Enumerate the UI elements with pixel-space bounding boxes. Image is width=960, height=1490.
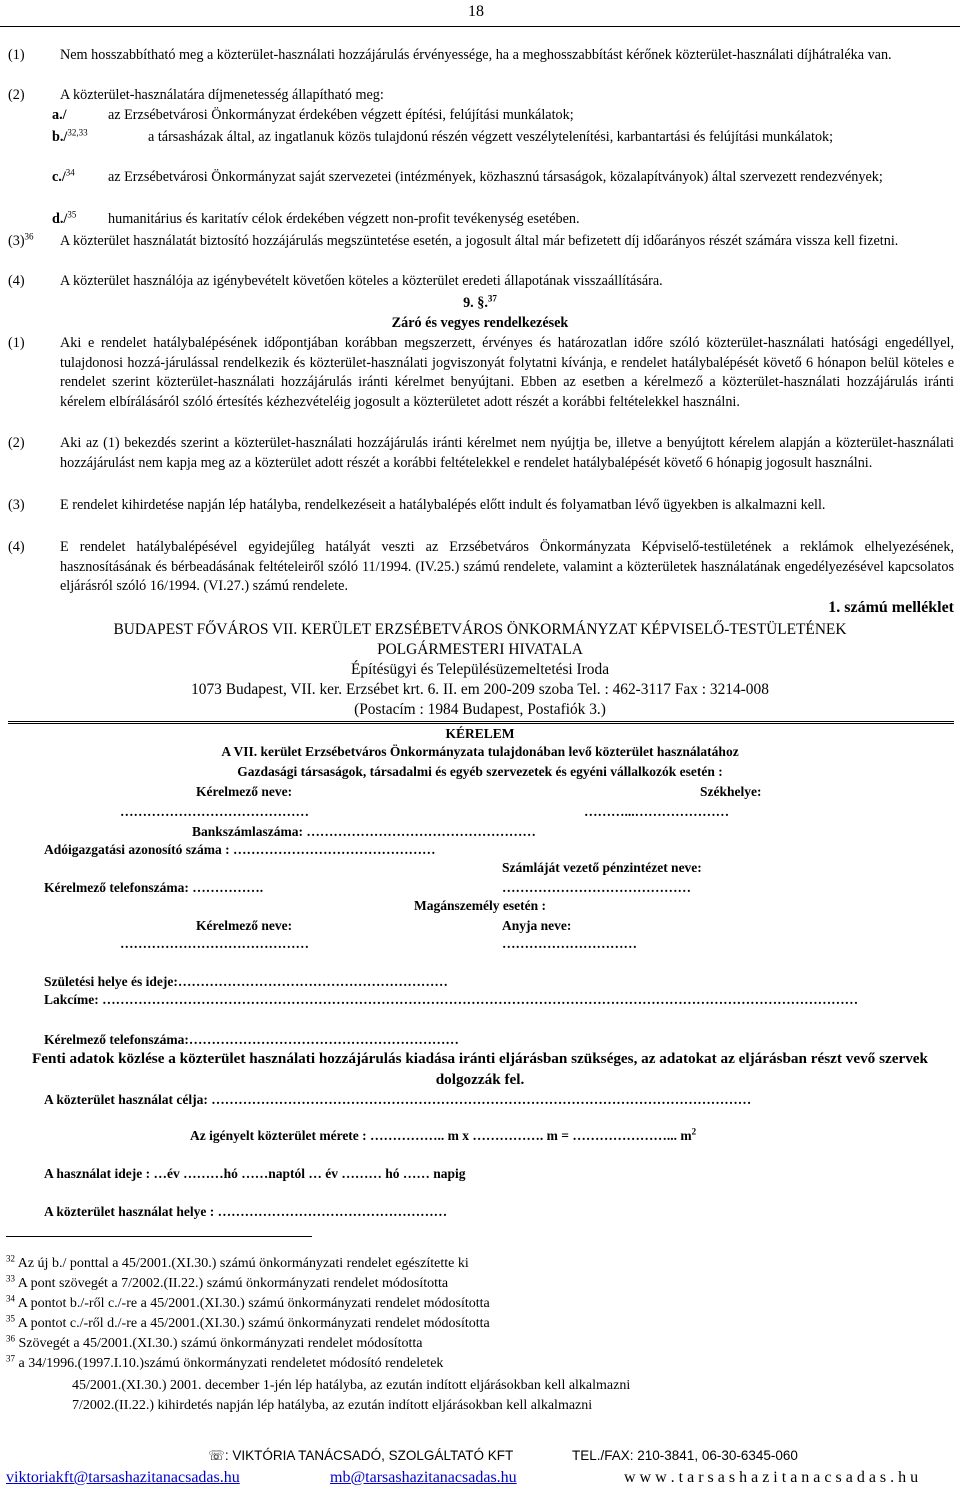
place-row	[44, 1202, 447, 1222]
footnote-ref: 35	[67, 209, 77, 220]
footnote-number: 36	[6, 1333, 15, 1344]
annex-label: 1. számú melléklet	[828, 599, 954, 616]
para-1	[8, 46, 954, 86]
section-title: Záró és vegyes rendelkezések	[391, 315, 569, 331]
footnote-text: Az új b./ ponttal a 45/2001.(XI.30.) számú önkormányzati rendelet egészítette ki	[17, 1256, 469, 1271]
para-number: (1)	[8, 47, 25, 63]
footnote-rule	[6, 1236, 312, 1237]
para-number: (2)	[8, 435, 25, 451]
footer-email-1[interactable]: viktoriakft@tarsashazitanacsadas.hu	[6, 1469, 240, 1486]
purpose-field[interactable]: …………………………………………………………………………………………………………	[211, 1092, 752, 1107]
footnote-37-line-2: 45/2001.(XI.30.) 2001. december 1-jén lép hatályba, az ezután indított eljárásokban kell alkalmazni	[72, 1378, 631, 1393]
footnote-32	[6, 1254, 469, 1274]
footnote-36	[6, 1334, 422, 1354]
mother-name-field[interactable]: …………………………	[502, 936, 637, 951]
footnote-text: A pontot b./-ről c./-re a 45/2001.(XI.30.) számú önkormányzati rendelet módosította	[17, 1296, 490, 1311]
address-field[interactable]: ……………………………………………………………………………………………………………………………………………………	[102, 992, 859, 1007]
page-number: 18	[468, 3, 484, 20]
footnote-number: 34	[6, 1293, 15, 1304]
company-phone-label: Kérelmező telefonszáma:	[44, 880, 189, 895]
para-number: (3)	[8, 233, 25, 249]
bank-account-field[interactable]: ……………………………………………	[306, 824, 536, 839]
bank-account-row	[192, 822, 536, 842]
para-number: (1)	[8, 335, 25, 351]
bank-institute-field[interactable]: ……………………………………	[502, 880, 691, 895]
seat-field[interactable]: ………...…………………	[584, 804, 730, 819]
para-text: E rendelet hatálybalépésével egyidejűleg hatályát veszti az Erzsébetváros Önkormányzata Képviselő-testületének a reklámok elhelyezésének, hasznosításának és bérbeadásának feltételeiről szóló 11/1994. (IV.25.) számú rendelete, valamint a közterületek használatának engedélyezésével kapcsolatos eljárásról szóló 16/1994. (VI.27.) számú rendelete.	[60, 539, 954, 595]
section-heading	[0, 294, 960, 314]
footnote-ref: 34	[65, 167, 75, 178]
tax-id-row	[44, 840, 436, 860]
footnote-34	[6, 1294, 490, 1314]
bank-account-label: Bankszámlaszáma:	[192, 824, 303, 839]
footer-email-2[interactable]: mb@tarsashazitanacsadas.hu	[330, 1469, 517, 1486]
footnote-35	[6, 1314, 490, 1334]
mother-name-label: Anyja neve:	[502, 918, 572, 933]
org-name-1: BUDAPEST FŐVÁROS VII. KERÜLET ERZSÉBETVÁROS ÖNKORMÁNYZAT KÉPVISELŐ-TESTÜLETÉNEK	[113, 621, 847, 638]
org-dept: Építésügyi és Településüzemeltetési Iroda	[350, 661, 610, 678]
footer-phone: TEL./FAX: 210-3841, 06-30-6345-060	[572, 1448, 798, 1463]
footnote-ref: 36	[24, 231, 34, 242]
point-b	[8, 128, 954, 168]
footnote-text: a 34/1996.(1997.I.10.)számú önkormányzati rendeletet módosító rendeletek	[18, 1356, 444, 1371]
size-unit-sup: 2	[691, 1126, 697, 1137]
para-text: A közterület-használatára díjmenetesség állapítható meg:	[60, 87, 384, 103]
point-text: az Erzsébetvárosi Önkormányzat saját szervezetei (intézmények, közhasznú társaságok, közalapítványok) által szervezett rendezvények;	[108, 169, 883, 185]
seat-label: Székhelye:	[700, 784, 762, 799]
header-rule	[0, 26, 960, 27]
s9-para-3	[8, 496, 954, 536]
footnote-37	[6, 1354, 443, 1374]
footnote-text: A pont szövegét a 7/2002.(II.22.) számú önkormányzati rendelet módosította	[17, 1276, 449, 1291]
tax-id-field[interactable]: ………………………………………	[233, 842, 436, 857]
footer-website[interactable]: w w w . t a r s a s h a z i t a n a c s a d a s . h u	[624, 1469, 919, 1486]
footnote-number: 33	[6, 1273, 15, 1284]
point-text: az Erzsébetvárosi Önkormányzat érdekében végzett építési, felújítási munkálatok;	[108, 107, 574, 123]
point-label: c./	[52, 169, 66, 185]
form-title: KÉRELEM	[445, 726, 515, 741]
footnote-number: 32	[6, 1253, 15, 1264]
purpose-row	[44, 1090, 751, 1110]
time-row[interactable]: A használat ideje : …év ………hó ……naptól … év ……… hó …… napig	[44, 1166, 466, 1181]
para-text: A közterület használója az igénybevételt követően köteles a közterület eredeti állapotának visszaállítására.	[60, 273, 663, 289]
footnote-number: 37	[6, 1353, 15, 1364]
place-label: A közterület használat helye :	[44, 1204, 215, 1219]
size-field[interactable]: Az igényelt közterület mérete : …………….. m x ……………. m = …………………... m	[190, 1128, 692, 1143]
birth-field[interactable]: ……………………………………………………	[177, 974, 448, 989]
s9-para-1	[8, 334, 954, 434]
applicant-name-label: Kérelmező neve:	[196, 784, 293, 799]
address-label: Lakcíme:	[44, 992, 99, 1007]
point-text: a társasházak által, az ingatlanuk közös tulajdonú részén végzett veszélytelenítési, karbantartási és felújítási munkálatok;	[148, 129, 834, 145]
footnote-ref: 32,33	[67, 127, 88, 138]
form-section-companies: Gazdasági társaságok, társadalmi és egyéb szervezetek és egyéni vállalkozók esetén :	[237, 764, 723, 779]
org-postal: (Postacím : 1984 Budapest, Postafiók 3.)	[354, 701, 606, 718]
s9-para-2	[8, 434, 954, 494]
data-notice: Fenti adatok közlése a közterület használati hozzájárulás kiadása iránti eljárásban szükséges, az adatokat az eljárásban részt vevő szervek dolgozzák fel.	[32, 1050, 928, 1088]
para-3	[8, 232, 954, 272]
para-text: A közterület használatát biztosító hozzájárulás megszüntetése esetén, a jogosult által már befizetett díj időarányos részét számára vissza kell fizetni.	[60, 233, 899, 249]
person-name-field[interactable]: ……………………………………	[120, 936, 309, 951]
point-label: a./	[52, 107, 67, 123]
person-phone-field[interactable]: ……………………………………………………	[188, 1032, 459, 1047]
point-c	[8, 168, 954, 208]
para-text: E rendelet kihirdetése napján lép hatályba, rendelkezéseit a hatálybalépés előtt indult és folyamatban lévő ügyekben is alkalmazni kell.	[60, 497, 826, 513]
place-field[interactable]: ……………………………………………	[217, 1204, 448, 1219]
para-text: Nem hosszabbítható meg a közterület-használati hozzájárulás érvényessége, ha a meghosszabbítást kérőnek közterület-használati díjhátraléka van.	[60, 47, 892, 63]
applicant-name-field[interactable]: ……………………………………	[120, 804, 309, 819]
size-row[interactable]	[190, 1126, 696, 1146]
para-number: (4)	[8, 539, 25, 555]
point-text: humanitárius és karitatív célok érdekében végzett non-profit tevékenység esetében.	[108, 211, 580, 227]
para-number: (2)	[8, 87, 25, 103]
footnote-text: A pontot c./-ről d./-re a 45/2001.(XI.30.) számú önkormányzati rendelet módosította	[17, 1316, 490, 1331]
s9-para-4	[8, 538, 954, 598]
form-subtitle: A VII. kerület Erzsébetváros Önkormányzata tulajdonában levő közterület használatához	[221, 744, 739, 759]
bank-institute-label: Számláját vezető pénzintézet neve:	[502, 860, 702, 875]
section-number: 9. §.	[463, 295, 488, 311]
birth-label: Születési helye és ideje:	[44, 974, 178, 989]
form-section-private: Magánszemély esetén :	[414, 898, 546, 913]
org-address: 1073 Budapest, VII. ker. Erzsébet krt. 6. II. em 200-209 szoba Tel. : 462-3117 Fax : 3214-008	[191, 681, 769, 698]
footnote-37-line-3: 7/2002.(II.22.) kihirdetés napján lép hatályba, az ezután indított eljárásokban kell alkalmazni	[72, 1398, 593, 1413]
person-phone-row	[44, 1030, 459, 1050]
company-phone-row	[44, 878, 263, 898]
org-name-2: POLGÁRMESTERI HIVATALA	[377, 641, 583, 658]
footnote-33	[6, 1274, 448, 1294]
person-phone-label: Kérelmező telefonszáma:	[44, 1032, 189, 1047]
footer-company	[208, 1446, 513, 1466]
para-number: (4)	[8, 273, 25, 289]
purpose-label: A közterület használat célja:	[44, 1092, 208, 1107]
point-label: d./	[52, 211, 68, 227]
footnote-text: Szövegét a 45/2001.(XI.30.) számú önkormányzati rendelet módosította	[18, 1336, 423, 1351]
footnote-number: 35	[6, 1313, 15, 1324]
birth-row	[44, 972, 448, 992]
person-name-label: Kérelmező neve:	[196, 918, 293, 933]
footnote-ref: 37	[487, 293, 497, 304]
para-number: (3)	[8, 497, 25, 513]
company-phone-field[interactable]: …………….	[192, 880, 264, 895]
address-row	[44, 990, 944, 1010]
point-label: b./	[52, 129, 68, 145]
para-text: Aki az (1) bekezdés szerint a közterület-használati hozzájárulás iránti kérelmet nem nyújtja be, illetve a benyújtott kérelem alapján a közterület-használati hozzájárulást nem kapja meg az a közterület adott részét a korábbi feltételekkel e rendelet hatálybalépését követő 6 hónapig jogosult használni.	[60, 435, 954, 471]
para-text: Aki e rendelet hatálybalépésének időpontjában korábban megszerzett, érvényes és határozatlan időre szóló közterület-használati hatósági engedéllyel, tulajdonosi hozzá-járulással rendelkezik és közterület-használati jogviszonyát folytatni kívánja, e rendelet hatálybalépését követő 6 hónapon belül köteles e rendelet szerint közterület-használati hozzájárulás iránti kérelmet benyújtani. Ebben az esetben a kérelmező a közterület-használati hozzájárulás iránti kérelem elbírálásáról szóló értesítés kézhezvételéig jogosult a közterületet adott részét a korábbi feltételekkel használni.	[60, 335, 954, 410]
tax-id-label: Adóigazgatási azonosító száma :	[44, 842, 230, 857]
phone-icon: ☏	[208, 1448, 225, 1463]
footer-company-name: : VIKTÓRIA TANÁCSADÓ, SZOLGÁLTATÓ KFT	[224, 1448, 514, 1463]
